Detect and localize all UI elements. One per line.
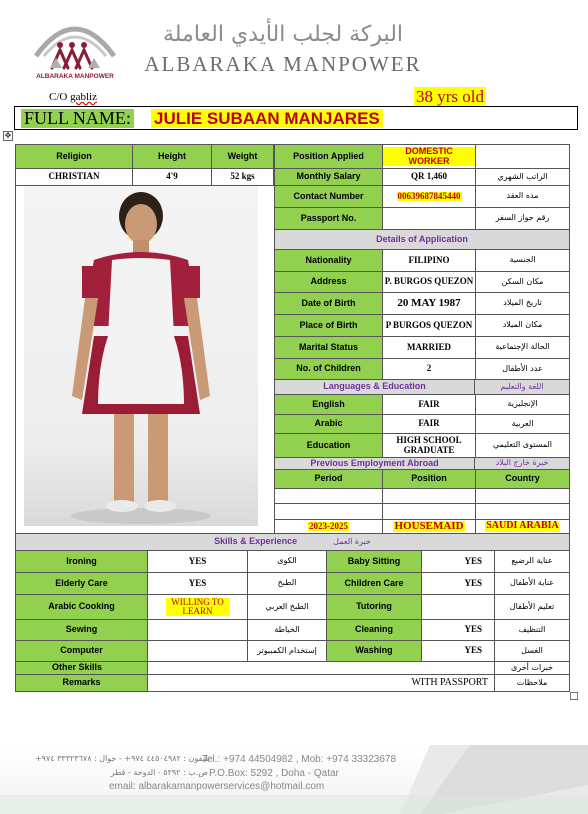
religion-value: CHRISTIAN (15, 168, 133, 186)
skill-arabic-cooking-value: WILLING TO LEARN (147, 594, 248, 620)
other-skills-ar: خبرات أخرى (494, 661, 570, 675)
skills-experience-title-ar: خبرة العمل (333, 536, 371, 546)
remarks-value: WITH PASSPORT (147, 674, 495, 692)
skill-cleaning-ar: التنظيف (494, 619, 570, 641)
previous-employment-title-ar: خبرة خارج البلاد (474, 457, 570, 470)
monthly-salary-label: Monthly Salary (274, 168, 383, 186)
education-label-ar: المستوى التعليمي (475, 433, 570, 458)
employment-period-2 (274, 503, 383, 520)
address-label-ar: مكان السكن (475, 271, 570, 293)
skill-ironing-ar: الكوى (247, 550, 327, 573)
country-header: Country (475, 469, 570, 489)
english-label-ar: الإنجليزية (475, 394, 570, 415)
employment-position-2 (382, 503, 476, 520)
contact-number-label-ar: مده العقد (475, 185, 570, 208)
monthly-salary-value: QR 1,460 (382, 168, 476, 186)
other-skills-value (147, 661, 495, 675)
footer-phone-arabic: تليفون : ٤٤٥٠٤٩٨٢ ٩٧٤+ - جوال : ٣٣٣٢٣٦٧٨ ٩٧٤+ (34, 754, 210, 763)
employment-country-3: SAUDI ARABIA (475, 519, 570, 534)
skill-sewing-label: Sewing (15, 619, 148, 641)
passport-no-label: Passport No. (274, 207, 383, 230)
skill-children-care-ar: عناية الأطفال (494, 572, 570, 595)
marital-status-label-ar: الحالة الإجتماعية (475, 336, 570, 359)
table-move-handle-icon[interactable]: ✥ (4, 131, 12, 140)
skill-arabic-cooking-ar: الطبخ العربي (247, 594, 327, 620)
care-of-name: gabliz (70, 91, 97, 103)
position-applied-label: Position Applied (274, 144, 383, 169)
skill-arabic-cooking-label: Arabic Cooking (15, 594, 148, 620)
weight-value: 52 kgs (211, 168, 274, 186)
position-applied-extra (475, 144, 570, 169)
english-value: FAIR (382, 394, 476, 415)
religion-header: Religion (15, 144, 133, 169)
contact-number-label: Contact Number (274, 185, 383, 208)
skill-computer-label: Computer (15, 640, 148, 662)
skill-ironing-value: YES (147, 550, 248, 573)
monthly-salary-label-ar: الراتب الشهري (475, 168, 570, 186)
skill-computer-value (147, 640, 248, 662)
skill-computer-ar: إستخدام الكمبيوتر (247, 640, 327, 662)
table-resize-handle[interactable] (570, 692, 578, 700)
brand-name-english: ALBARAKA MANPOWER (144, 52, 422, 76)
skill-sewing-value (147, 619, 248, 641)
skill-washing-label: Washing (326, 640, 422, 662)
care-of: C/O gabliz (49, 91, 97, 103)
skill-tutoring-label: Tutoring (326, 594, 422, 620)
english-label: English (274, 394, 383, 415)
children-label-ar: عدد الأطفال (475, 358, 570, 380)
skill-elderly-care-value: YES (147, 572, 248, 595)
skill-sewing-ar: الخياطة (247, 619, 327, 641)
footer-phone: Tel.: +974 44504982 , Mob: +974 33323678 (202, 754, 397, 765)
children-value: 2 (382, 358, 476, 380)
remarks-ar: ملاحظات (494, 674, 570, 692)
date-of-birth-value: 20 MAY 1987 (382, 292, 476, 315)
skill-tutoring-value (421, 594, 495, 620)
position-applied-value: DOMESTIC WORKER (382, 144, 476, 169)
footer-po-box: P.O.Box: 5292 , Doha - Qatar (209, 768, 339, 779)
age-badge: 38 yrs old (416, 87, 484, 106)
other-skills-label: Other Skills (15, 661, 148, 675)
skill-baby-sitting-value: YES (421, 550, 495, 573)
applicant-photo (24, 186, 258, 526)
marital-status-value: MARRIED (382, 336, 476, 359)
languages-education-title: Languages & Education (274, 379, 475, 395)
education-label: Education (274, 433, 383, 458)
position-header: Position (382, 469, 476, 489)
nationality-value: FILIPINO (382, 249, 476, 272)
details-of-application-title: Details of Application (274, 229, 570, 250)
period-header: Period (274, 469, 383, 489)
height-value: 4'9 (132, 168, 212, 186)
skill-elderly-care-label: Elderly Care (15, 572, 148, 595)
full-name-box (14, 106, 578, 130)
contact-number-value: 00639687845440 (382, 185, 476, 208)
skill-baby-sitting-label: Baby Sitting (326, 550, 422, 573)
skill-children-care-value: YES (421, 572, 495, 595)
skill-children-care-label: Children Care (326, 572, 422, 595)
place-of-birth-value: P BURGOS QUEZON (382, 314, 476, 337)
skill-washing-ar: الغسل (494, 640, 570, 662)
employment-period-1 (274, 488, 383, 504)
full-name-value: JULIE SUBAAN MANJARES (151, 109, 383, 128)
skill-tutoring-ar: تعليم الأطفال (494, 594, 570, 620)
marital-status-label: Marital Status (274, 336, 383, 359)
employment-position-1 (382, 488, 476, 504)
footer-po-arabic: ص.ب : ٥٢٩٢ - الدوحة - قطر (110, 768, 208, 777)
weight-header: Weight (211, 144, 274, 169)
previous-employment-title: Previous Employment Abroad (274, 457, 475, 470)
place-of-birth-label-ar: مكان الميلاد (475, 314, 570, 337)
skills-experience-title: Skills & Experience (214, 536, 298, 547)
passport-no-label-ar: رقم جواز السفر (475, 207, 570, 230)
employment-country-1 (475, 488, 570, 504)
employment-country-2 (475, 503, 570, 520)
education-value: HIGH SCHOOL GRADUATE (382, 433, 476, 458)
arabic-label-ar: العربية (475, 414, 570, 434)
children-label: No. of Children (274, 358, 383, 380)
logo-caption: ALBARAKA MANPOWER (36, 73, 114, 80)
skill-ironing-label: Ironing (15, 550, 148, 573)
footer-email-link[interactable]: email: albarakamanpowerservices@hotmail.com (109, 781, 325, 792)
height-header: Height (132, 144, 212, 169)
skill-cleaning-label: Cleaning (326, 619, 422, 641)
address-label: Address (274, 271, 383, 293)
passport-no-value (382, 207, 476, 230)
employment-period-3: 2023-2025 (274, 519, 383, 534)
skill-cleaning-value: YES (421, 619, 495, 641)
place-of-birth-label: Place of Birth (274, 314, 383, 337)
date-of-birth-label: Date of Birth (274, 292, 383, 315)
albaraka-logo-mark (30, 10, 120, 72)
employment-position-3: HOUSEMAID (382, 519, 476, 534)
skill-baby-sitting-ar: عناية الرضيع (494, 550, 570, 573)
remarks-label: Remarks (15, 674, 148, 692)
nationality-label: Nationality (274, 249, 383, 272)
arabic-value: FAIR (382, 414, 476, 434)
brand-name-arabic: البركة لجلب الأيدي العاملة (162, 22, 404, 47)
arabic-label: Arabic (274, 414, 383, 434)
full-name-label: FULL NAME: (21, 109, 134, 128)
skill-washing-value: YES (421, 640, 495, 662)
languages-education-title-ar: اللغة والتعليم (474, 379, 570, 395)
skills-experience-bar (15, 533, 570, 551)
date-of-birth-label-ar: تاريخ الميلاد (475, 292, 570, 315)
skill-elderly-care-ar: الطبخ (247, 572, 327, 595)
nationality-label-ar: الجنسية (475, 249, 570, 272)
address-value: P. BURGOS QUEZON (382, 271, 476, 293)
